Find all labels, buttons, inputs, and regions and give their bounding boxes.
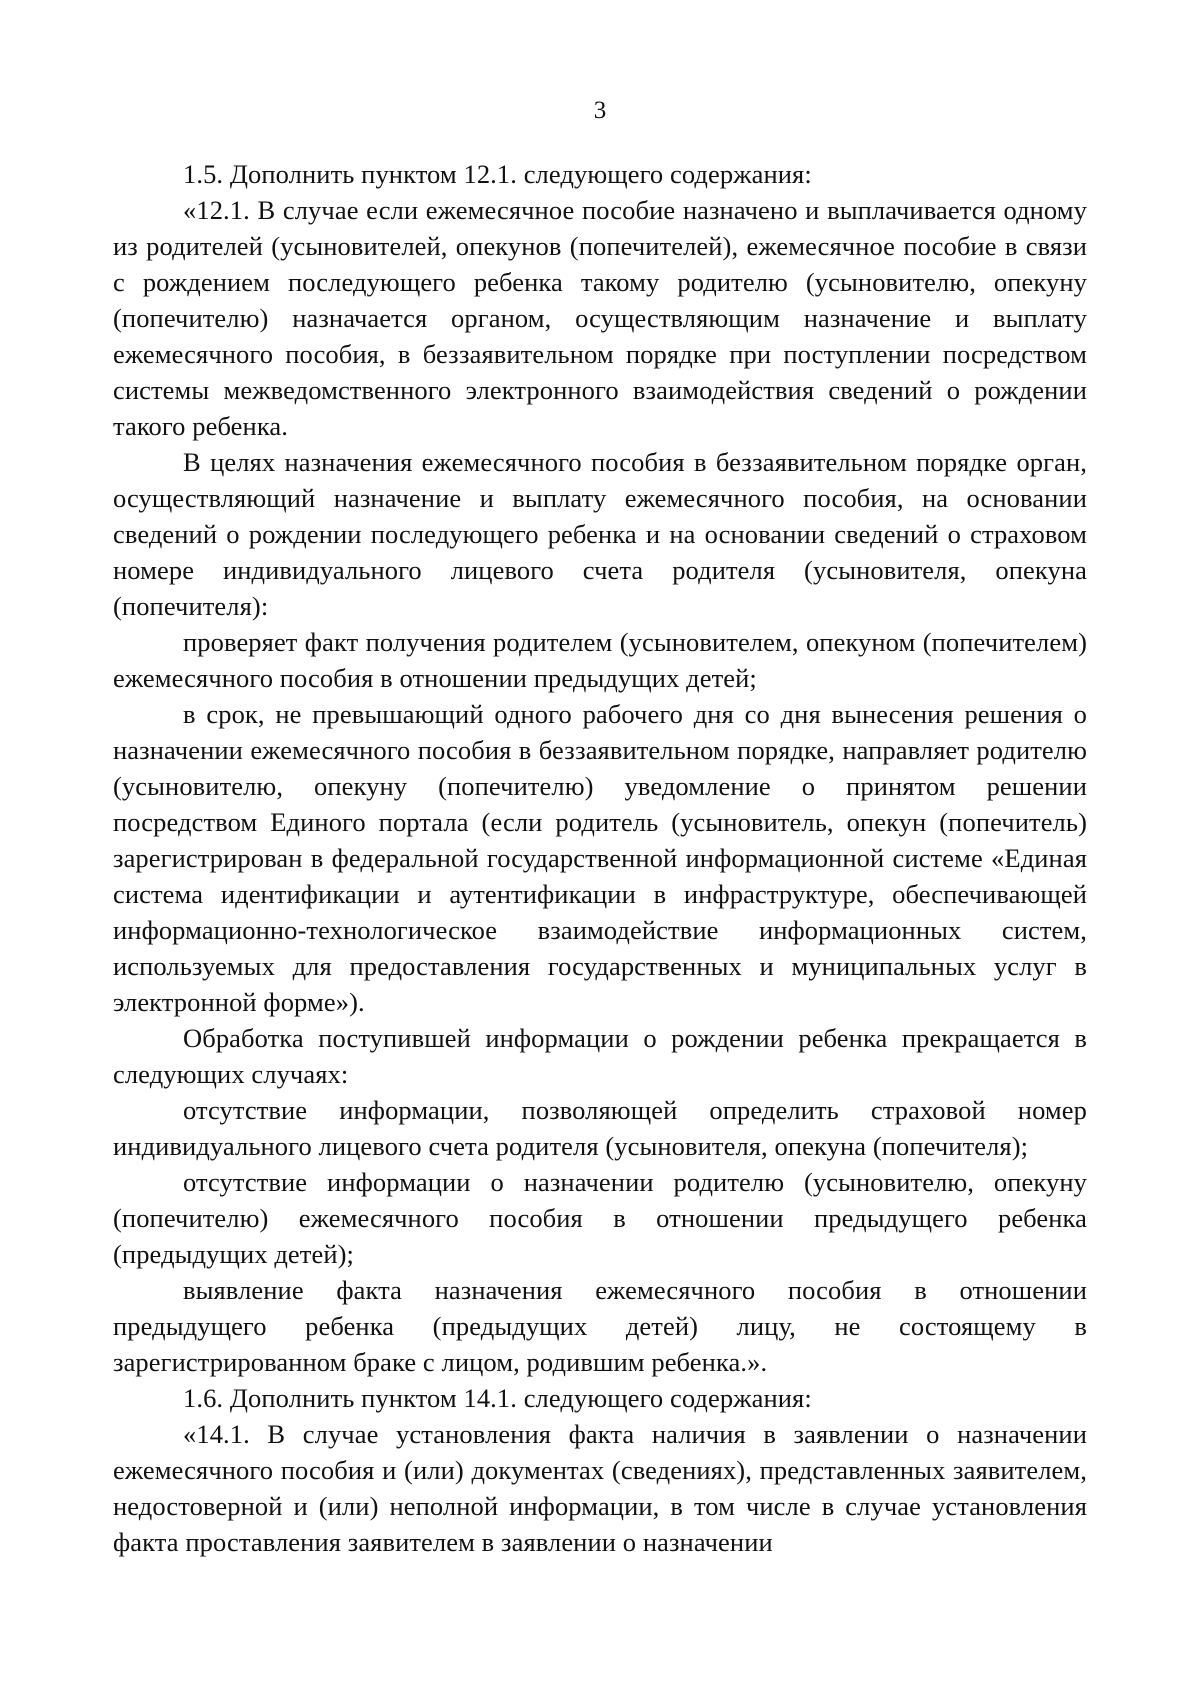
page-number: 3 [593,97,607,124]
paragraph-purpose: В целях назначения ежемесячного пособия в беззаявительном порядке орган, осуществляющий назначение и выплату ежемесячного пособия, на основании сведений о рождении последующего ребенка и на основании сведений о страховом номере индивидуального лицевого счета родителя (усыновителя, опекуна (попечителя): [113,447,1087,621]
paragraph-1-5-heading: 1.5. Дополнить пунктом 12.1. следующего содержания: [183,159,812,189]
paragraph-case-no-benefit: отсутствие информации о назначении родителю (усыновителю, опекуну (попечителю) ежемесячного пособия в отношении предыдущего ребенка (предыдущих детей); [113,1167,1087,1269]
paragraph-12-1: «12.1. В случае если ежемесячное пособие назначено и выплачивается одному из родителей (усыновителей, опекунов (попечителей), ежемесячное пособие в связи с рождением последующего ребенка такому родителю (усыновителю, опекуну (попечителю) назначается органом, осуществляющим назначение и выплату ежемесячного пособия, в беззаявительном порядке при поступлении посредством системы межведомственного электронного взаимодействия сведений о рождении такого ребенка. [113,195,1087,441]
paragraph-case-unmarried: выявление факта назначения ежемесячного пособия в отношении предыдущего ребенка (предыдущих детей) лицу, не состоящему в зарегистрированном браке с лицом, родившим ребенка.». [113,1275,1087,1377]
paragraph-14-1: «14.1. В случае установления факта наличия в заявлении о назначении ежемесячного пособия и (или) документах (сведениях), представленных заявителем, недостоверной и (или) неполной информации, в том числе в случае установления факта проставления заявителем в заявлении о назначении [113,1419,1087,1557]
paragraph-case-no-snils: отсутствие информации, позволяющей определить страховой номер индивидуального лицевого счета родителя (усыновителя, опекуна (попечителя); [113,1095,1087,1161]
paragraph-processing-stops: Обработка поступившей информации о рождении ребенка прекращается в следующих случаях: [113,1023,1087,1089]
paragraph-notification: в срок, не превышающий одного рабочего дня со дня вынесения решения о назначении ежемесячного пособия в беззаявительном порядке, направляет родителю (усыновителю, опекуну (попечителю) уведомление о принятом решении посредством Единого портала (если родитель (усыновитель, опекун (попечитель) зарегистрирован в федеральной государственной информационной системе «Единая система идентификации и аутентификации в инфраструктуре, обеспечивающей информационно-технологическое взаимодействие информационных систем, используемых для предоставления государственных и муниципальных услуг в электронной форме»). [113,699,1087,1017]
document-body [113,156,1087,1560]
paragraph-checks-fact: проверяет факт получения родителем (усыновителем, опекуном (попечителем) ежемесячного пособия в отношении предыдущих детей; [113,627,1087,693]
paragraph-1-6-heading: 1.6. Дополнить пунктом 14.1. следующего содержания: [183,1383,812,1413]
